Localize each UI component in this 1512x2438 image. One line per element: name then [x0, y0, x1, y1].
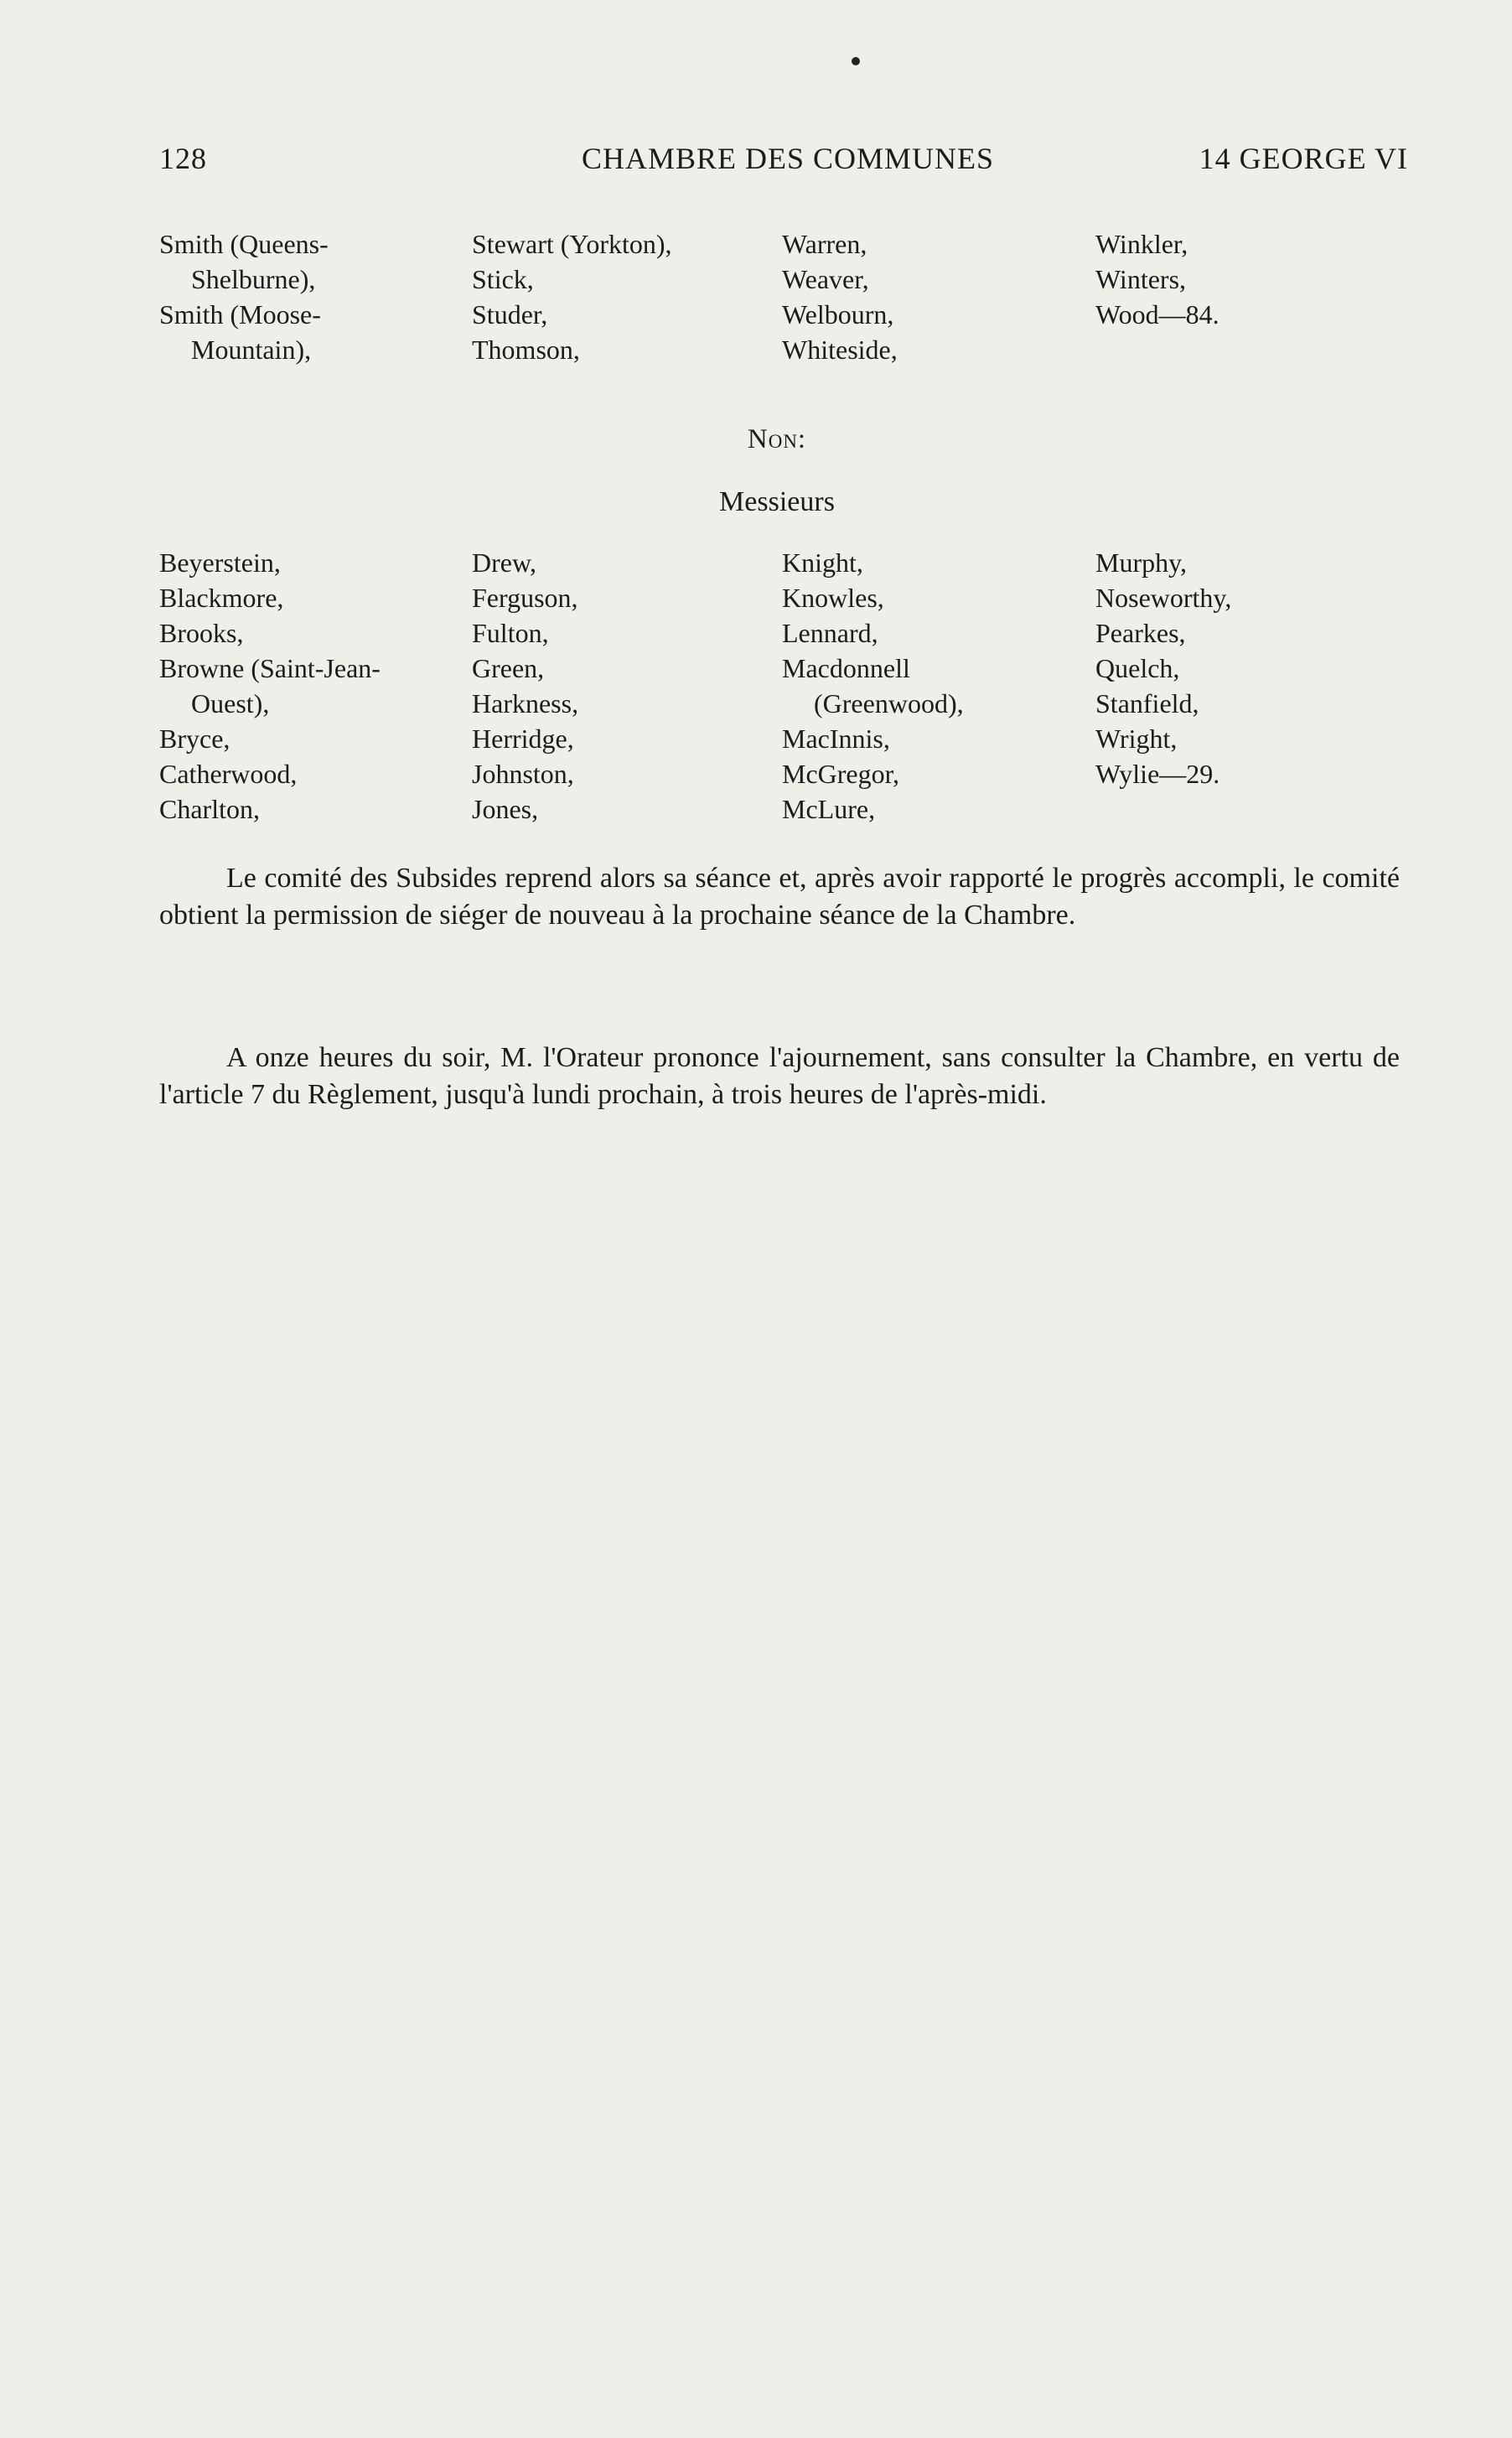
- nays-heading-text: Non:: [747, 424, 807, 454]
- member-name: Catherwood,: [159, 759, 298, 789]
- page-header: [159, 141, 1408, 183]
- yeas-column-1: [159, 226, 329, 367]
- member-name: Winters,: [1095, 264, 1187, 294]
- member-name: Welbourn,: [782, 299, 894, 329]
- member-name: Weaver,: [782, 264, 869, 294]
- member-name: Murphy,: [1095, 547, 1188, 578]
- page-number: 128: [159, 142, 207, 175]
- member-name: (Greenwood),: [814, 688, 964, 718]
- member-name: Green,: [472, 653, 545, 683]
- member-name: Blackmore,: [159, 583, 284, 613]
- member-name: Macdonnell: [782, 653, 910, 683]
- member-name: Stewart (Yorkton),: [472, 229, 672, 259]
- member-name: Ouest),: [191, 688, 270, 718]
- member-name: Johnston,: [472, 759, 574, 789]
- paragraph-text: A onze heures du soir, M. l'Orateur prononce l'ajournement, sans consulter la Chambre, en vertu de l'article 7 du Règlement, jusqu'à lundi prochain, à trois heures de l'après-midi.: [159, 1042, 1400, 1110]
- nays-heading: [0, 424, 1512, 455]
- nays-column-2: [472, 545, 578, 827]
- yeas-column-2: [472, 226, 672, 367]
- member-name: Ferguson,: [472, 583, 578, 613]
- member-name: Thomson,: [472, 335, 580, 365]
- member-name: Lennard,: [782, 618, 878, 648]
- nays-column-3: [782, 545, 964, 827]
- nays-column-1: [159, 545, 381, 827]
- member-name: McGregor,: [782, 759, 899, 789]
- member-name: Pearkes,: [1095, 618, 1186, 648]
- member-name: Stanfield,: [1095, 688, 1199, 718]
- member-name: Smith (Moose-: [159, 299, 321, 329]
- paragraph-text: Le comité des Subsides reprend alors sa séance et, après avoir rapporté le progrès accompli, le comité obtient la permission de siéger de nouveau à la prochaine séance de la Chambre.: [159, 863, 1400, 931]
- member-name: Whiteside,: [782, 335, 898, 365]
- member-name: Warren,: [782, 229, 867, 259]
- member-name: Charlton,: [159, 794, 260, 824]
- member-name: Brooks,: [159, 618, 244, 648]
- reign-label: 14 GEORGE VI: [1199, 142, 1408, 175]
- committee-paragraph: [159, 860, 1400, 934]
- member-name: Herridge,: [472, 724, 574, 754]
- member-name: Knowles,: [782, 583, 884, 613]
- adjournment-paragraph: [159, 1040, 1400, 1113]
- member-name: Stick,: [472, 264, 534, 294]
- member-name: Harkness,: [472, 688, 579, 718]
- member-name: Winkler,: [1095, 229, 1188, 259]
- member-name: MacInnis,: [782, 724, 890, 754]
- member-name: Bryce,: [159, 724, 230, 754]
- running-title: CHAMBRE DES COMMUNES: [581, 142, 995, 175]
- member-name: Wright,: [1095, 724, 1178, 754]
- member-name: Wood—84.: [1095, 299, 1219, 329]
- yeas-column-3: [782, 226, 898, 367]
- member-name: Fulton,: [472, 618, 549, 648]
- yeas-column-4: [1095, 226, 1219, 332]
- member-name: Browne (Saint-Jean-: [159, 653, 381, 683]
- member-name: Wylie—29.: [1095, 759, 1220, 789]
- member-name: Quelch,: [1095, 653, 1180, 683]
- member-name: Smith (Queens-: [159, 229, 329, 259]
- member-name: Mountain),: [191, 335, 312, 365]
- member-name: Jones,: [472, 794, 539, 824]
- member-name: Knight,: [782, 547, 863, 578]
- member-name: McLure,: [782, 794, 876, 824]
- nays-column-4: [1095, 545, 1231, 791]
- member-name: Drew,: [472, 547, 536, 578]
- member-name: Noseworthy,: [1095, 583, 1232, 613]
- member-name: Beyerstein,: [159, 547, 281, 578]
- member-name: Studer,: [472, 299, 548, 329]
- messieurs-heading: Messieurs: [719, 486, 835, 517]
- member-name: Shelburne),: [191, 264, 316, 294]
- ink-dot: [852, 57, 860, 65]
